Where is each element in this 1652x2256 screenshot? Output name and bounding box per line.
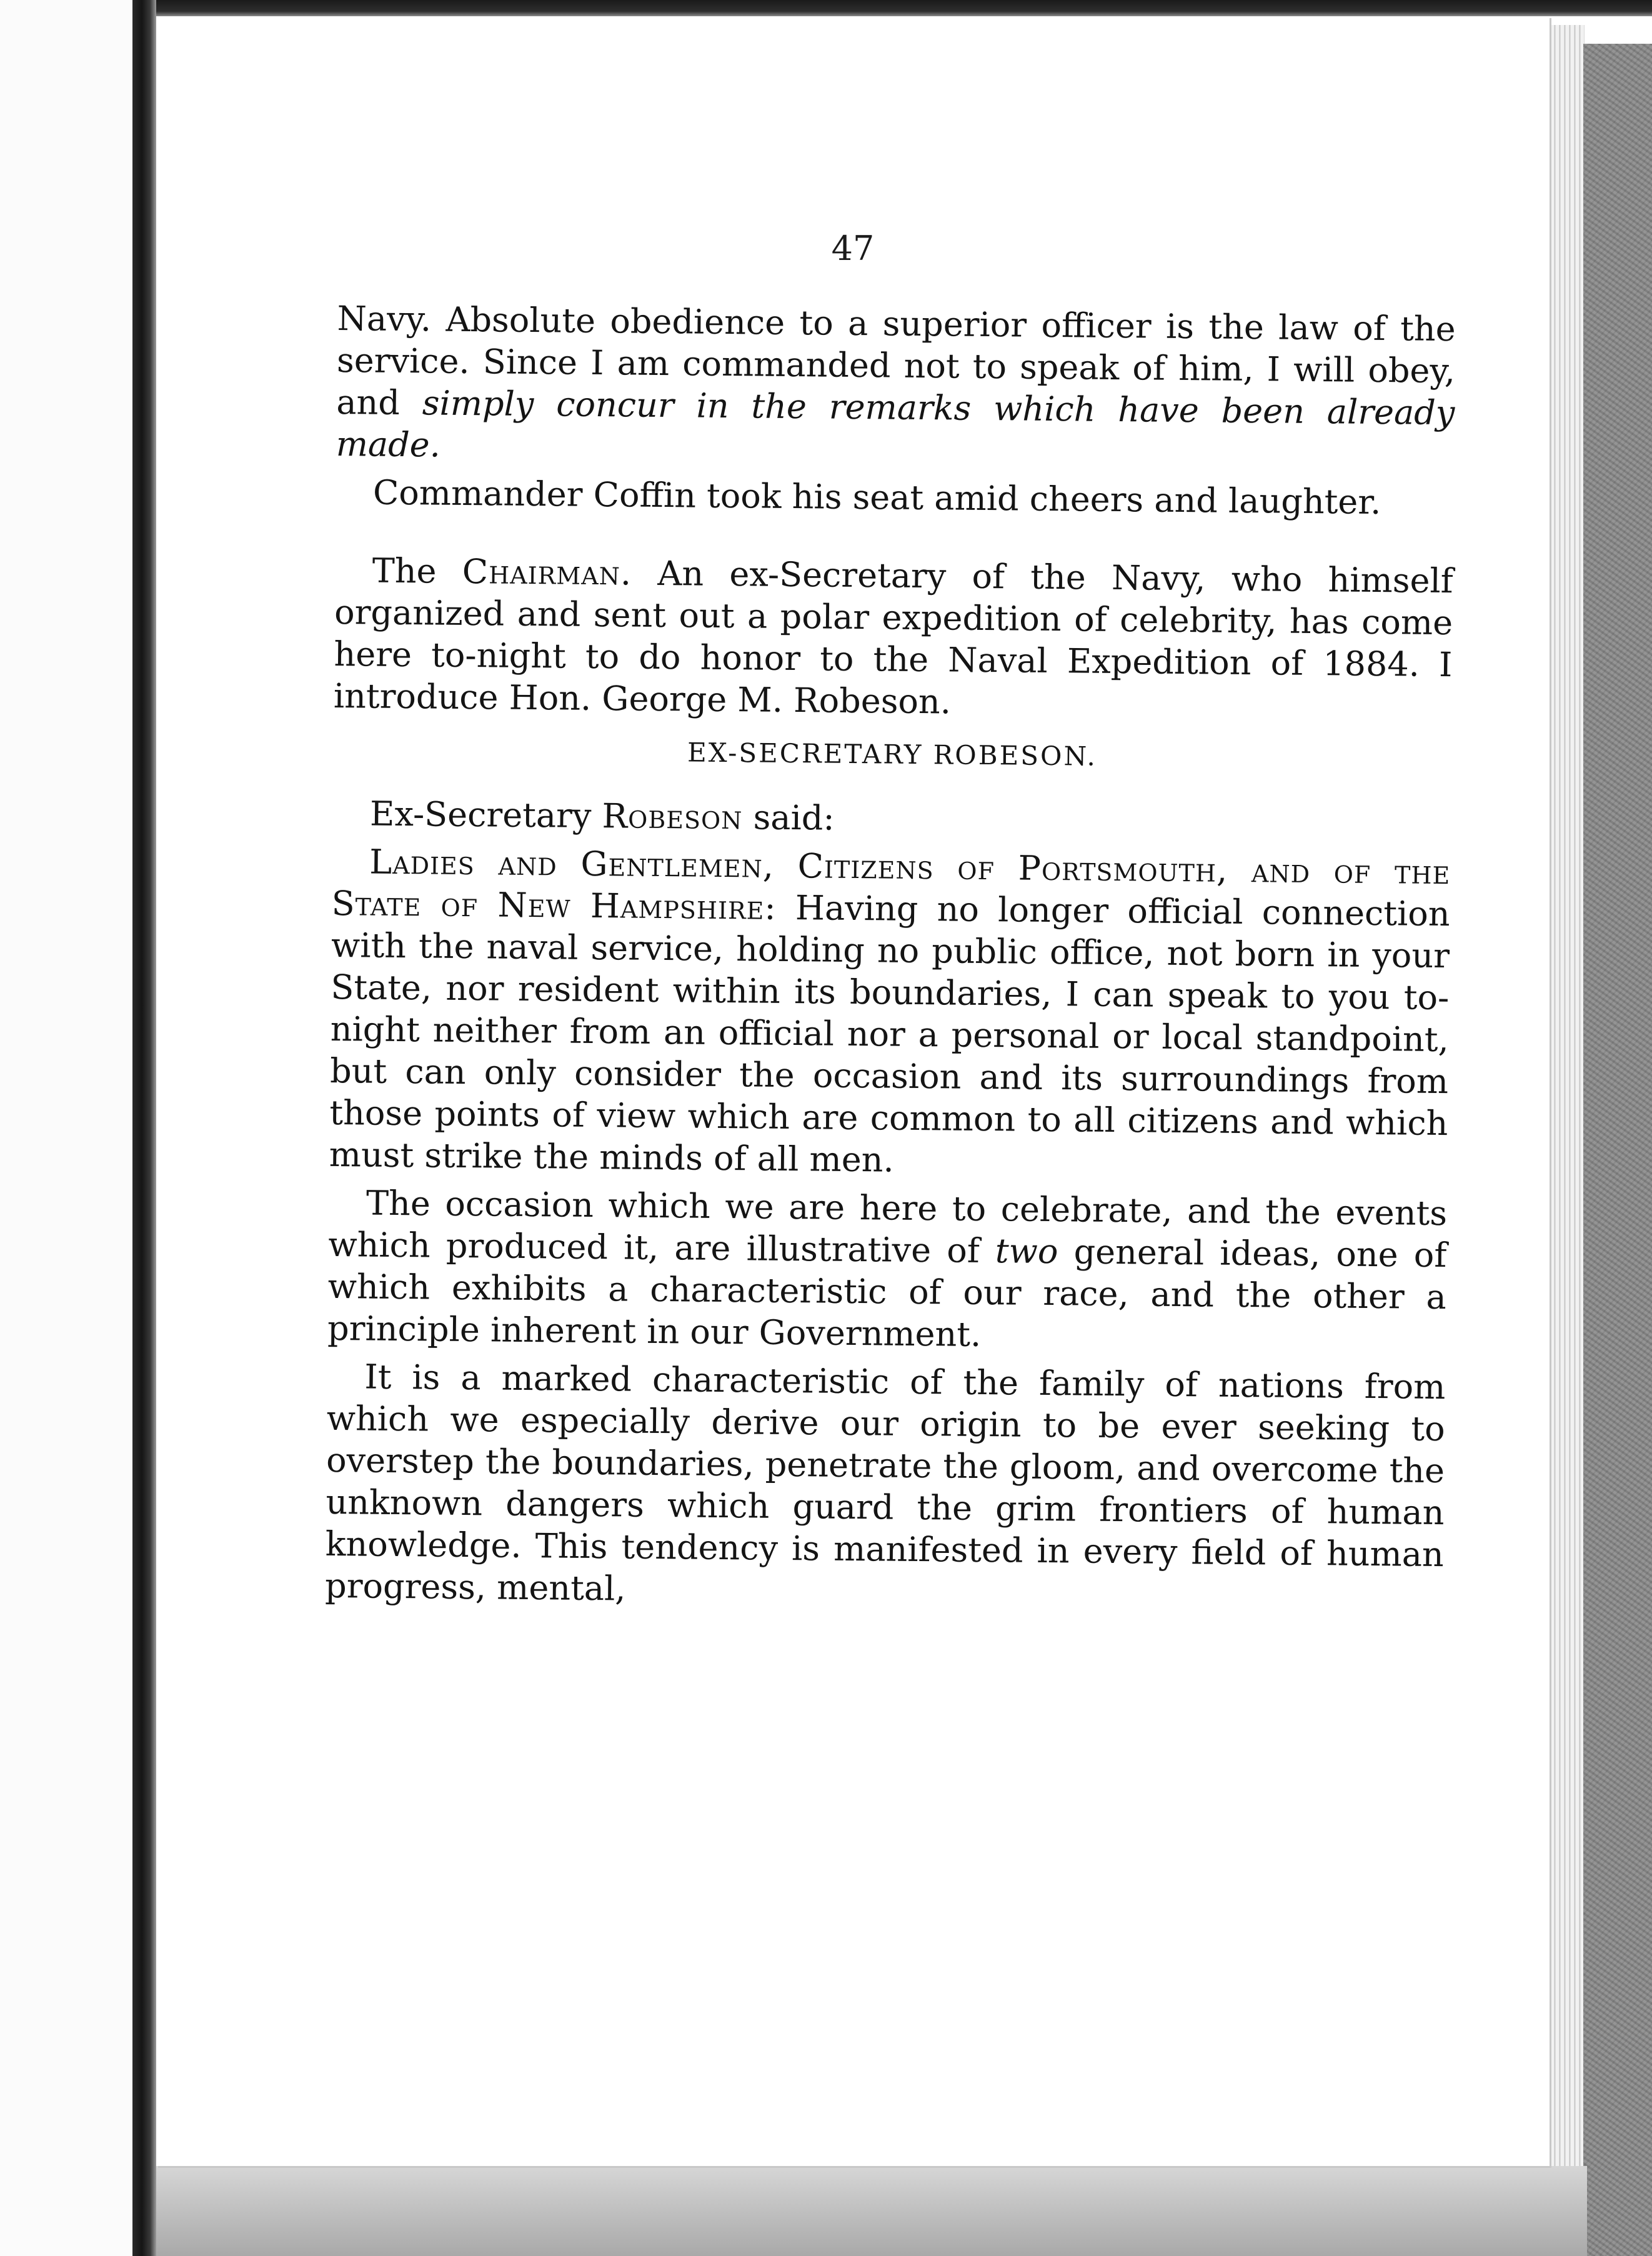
book-gutter xyxy=(132,0,156,2256)
book-page xyxy=(156,16,1550,2166)
text-segment: The xyxy=(372,551,463,591)
facing-page xyxy=(0,0,132,2256)
small-caps-text: Ladies and Gentlemen, Citizens of Portsmouth, and of the State of New Hampshire: xyxy=(331,842,1451,927)
speech-paragraph-occasion xyxy=(327,1182,1447,1360)
section-heading: EX-SECRETARY ROBESON. xyxy=(687,737,1098,772)
text-segment: It is a marked characteristic of the family of nations from which we especially derive our origin to be ever seeking to overstep the boundaries, penetrate the gloom, and overcome the unknown dangers which guard the grim frontiers of human knowledge. This tendency is manifested in every field of human progress, mental, xyxy=(324,1357,1446,1609)
italic-text: two xyxy=(995,1231,1058,1272)
book-cover-edge xyxy=(1583,44,1652,2256)
page-number: 47 xyxy=(831,229,875,268)
page-edge-stack xyxy=(1550,25,1585,2175)
speech-intro xyxy=(332,792,1451,845)
speaker-name: Robeson xyxy=(602,796,743,837)
small-caps-text: Chairman. xyxy=(462,551,632,593)
scan-top-border xyxy=(156,0,1652,16)
text-segment: The occasion which we are here to celebrate, and the events which produced it, are illustrative of xyxy=(328,1183,1448,1271)
paragraph-commander-coffin xyxy=(336,471,1455,524)
paragraph-navy-obedience xyxy=(336,297,1455,476)
text-segment: Commander Coffin took his seat amid cheers and laughter. xyxy=(372,472,1381,522)
text-segment: An ex-Secretary of the Navy, who himself organized and sent out a polar expedition of celebrity, has come here to-night to do honor to the Naval Expedition of 1884. I introduce Hon. George M. Robeson. xyxy=(333,553,1454,722)
text-segment: Navy. Absolute obedience to a superior officer is the law of the service. Since I am commanded not to speak of him, I will obey, and xyxy=(336,298,1456,423)
speech-paragraph-salutation xyxy=(329,841,1451,1186)
speech-intro-after: said: xyxy=(742,797,835,838)
speech-intro-before: Ex-Secretary xyxy=(369,794,602,836)
page-text xyxy=(325,297,1456,1617)
text-segment: Having no longer official connection with the naval service, holding no public office, not born in your State, nor resident within its boundaries, I can speak to you to-night neither from an official nor a personal or local standpoint, but can only consider the occasion and its surroundings from those points of view which are common to all citizens and which must strike the minds of all men. xyxy=(329,887,1450,1180)
italic-text: simply concur in the remarks which have been already made. xyxy=(336,383,1455,465)
speech-paragraph-characteristic xyxy=(325,1355,1446,1617)
paragraph-chairman-introduction xyxy=(334,549,1453,727)
text-segment: general ideas, one of which exhibits a characteristic of our race, and the other a principle inherent in our Government. xyxy=(327,1232,1447,1354)
scan-bottom-edge xyxy=(156,2166,1587,2256)
